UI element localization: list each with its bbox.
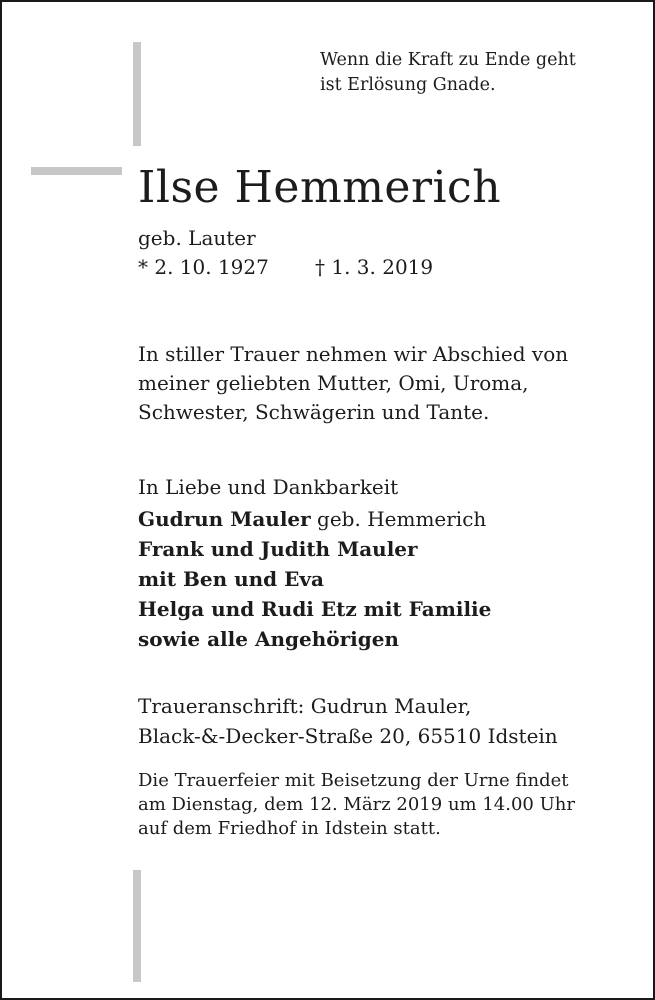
mourner-born-name: geb. Hemmerich: [310, 507, 487, 531]
death-date: † 1. 3. 2019: [315, 255, 434, 279]
cross-vertical-bottom-bar: [133, 870, 141, 982]
announcement-text: [138, 340, 568, 427]
deceased-name: Ilse Hemmerich: [138, 162, 502, 213]
mourning-address: [138, 691, 558, 751]
funeral-line: Die Trauerfeier mit Beisetzung der Urne findet: [138, 770, 569, 791]
announcement-line: meiner geliebten Mutter, Omi, Uroma,: [138, 371, 529, 395]
funeral-line: am Dienstag, dem 12. März 2019 um 14.00 Uhr: [138, 794, 575, 815]
motto-quote: [320, 48, 576, 98]
mourners-list: [138, 472, 491, 654]
cross-horizontal-bar: [31, 167, 122, 175]
mourner-line: Frank und Judith Mauler: [138, 537, 418, 561]
address-line: Traueranschrift: Gudrun Mauler,: [138, 694, 472, 718]
mourner-line: Helga und Rudi Etz mit Familie: [138, 597, 492, 621]
mourner-line: sowie alle Angehörigen: [138, 627, 399, 651]
mourner-line: mit Ben und Eva: [138, 567, 324, 591]
mourner-name: Gudrun Mauler: [138, 507, 311, 531]
announcement-line: In stiller Trauer nehmen wir Abschied von: [138, 342, 569, 366]
address-line: Black-&-Decker-Straße 20, 65510 Idstein: [138, 724, 558, 748]
mourner-line: [138, 504, 491, 534]
announcement-line: Schwester, Schwägerin und Tante.: [138, 400, 490, 424]
birth-date: * 2. 10. 1927: [138, 255, 269, 279]
mourners-intro: In Liebe und Dankbarkeit: [138, 475, 399, 499]
born-name: geb. Lauter: [138, 226, 256, 250]
motto-line: ist Erlösung Gnade.: [320, 75, 496, 95]
motto-line: Wenn die Kraft zu Ende geht: [320, 50, 576, 70]
funeral-line: auf dem Friedhof in Idstein statt.: [138, 818, 441, 839]
life-dates: [138, 253, 434, 281]
cross-vertical-top-bar: [133, 42, 141, 146]
funeral-info: [138, 769, 575, 841]
